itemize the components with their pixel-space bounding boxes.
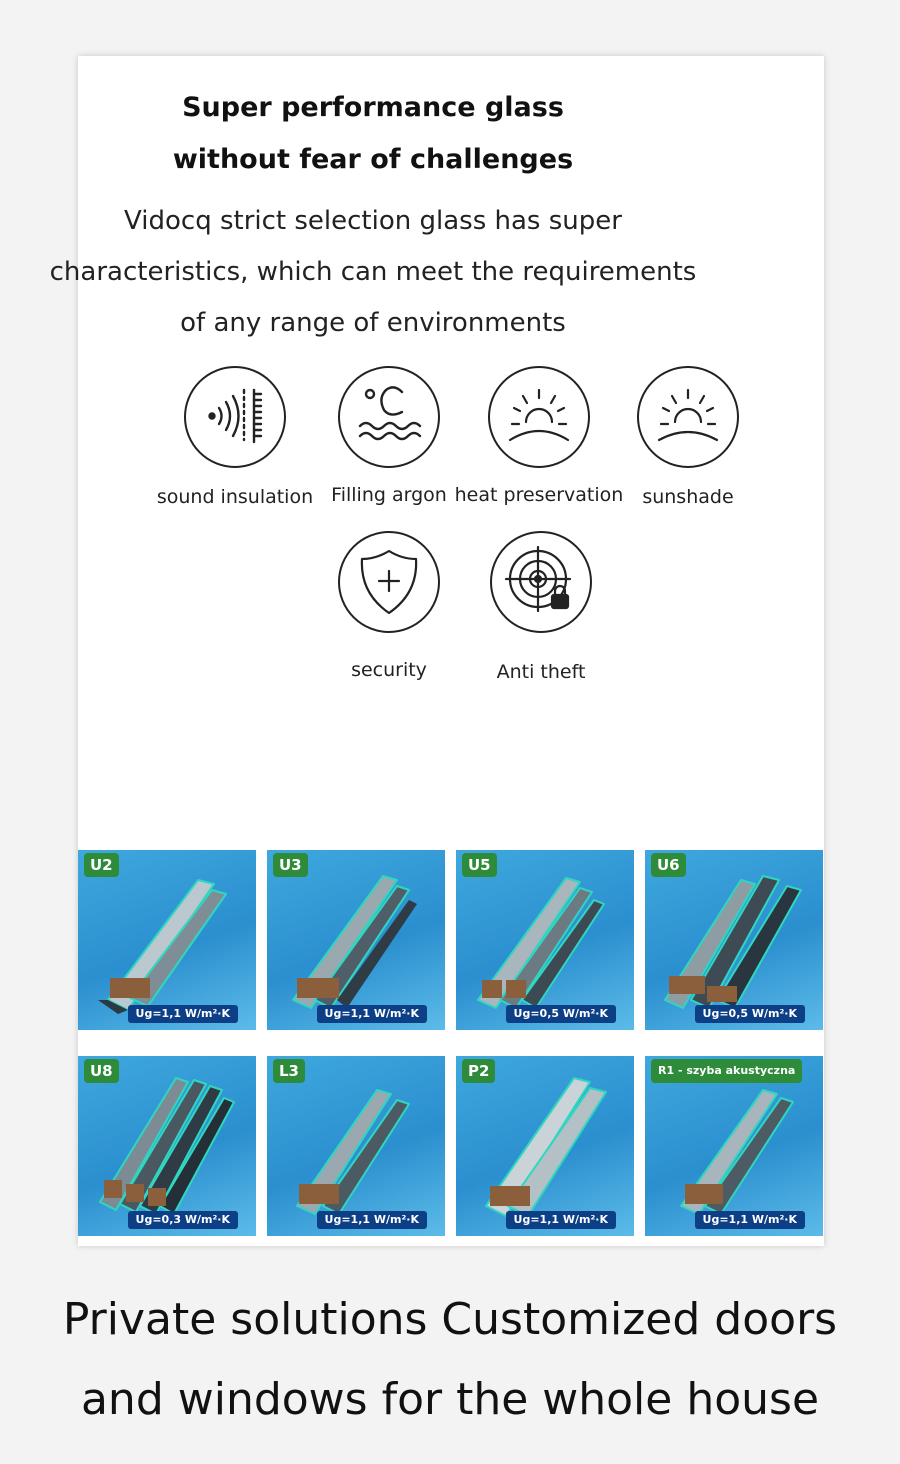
ug-value-label: Ug=1,1 W/m²·K xyxy=(695,1211,805,1229)
glass-tile-u2 xyxy=(78,850,256,1030)
radar-lock-icon xyxy=(490,531,592,633)
feature-heat-preservation xyxy=(454,366,624,506)
glass-tile-u3 xyxy=(267,850,445,1030)
description-line-3: of any range of environments xyxy=(180,308,566,338)
glass-type-badge: U6 xyxy=(651,853,686,877)
sound-wave-wall-icon xyxy=(184,366,286,468)
description-line-1: Vidocq strict selection glass has super xyxy=(124,206,622,236)
sunrise-icon xyxy=(488,366,590,468)
ug-value-label: Ug=1,1 W/m²·K xyxy=(317,1005,427,1023)
footer-line-2: and windows for the whole house xyxy=(80,1374,820,1425)
ug-value-label: Ug=0,5 W/m²·K xyxy=(695,1005,805,1023)
shield-plus-icon xyxy=(338,531,440,633)
glass-tile-u8 xyxy=(78,1056,256,1236)
feature-security xyxy=(304,531,474,681)
feature-label: sunshade xyxy=(642,486,734,508)
ug-value-label: Ug=0,5 W/m²·K xyxy=(506,1005,616,1023)
feature-anti-theft xyxy=(456,531,626,683)
glass-tile-u5 xyxy=(456,850,634,1030)
glass-tile-r1 xyxy=(645,1056,823,1236)
sun-horizon-icon xyxy=(637,366,739,468)
feature-sunshade xyxy=(603,366,773,508)
feature-label: sound insulation xyxy=(156,486,314,508)
glass-type-badge: L3 xyxy=(273,1059,305,1083)
feature-sound-insulation xyxy=(150,366,320,508)
glass-tile-l3 xyxy=(267,1056,445,1236)
heading-line-1: Super performance glass xyxy=(182,92,564,123)
ug-value-label: Ug=1,1 W/m²·K xyxy=(506,1211,616,1229)
glass-type-badge: R1 - szyba akustyczna xyxy=(651,1059,802,1083)
feature-label: heat preservation xyxy=(454,484,624,506)
feature-filling-argon xyxy=(304,366,474,506)
footer-line-1: Private solutions Customized doors xyxy=(62,1294,838,1345)
glass-tile-u6 xyxy=(645,850,823,1030)
feature-label: Filling argon xyxy=(331,484,447,506)
glass-type-badge: P2 xyxy=(462,1059,495,1083)
heading-line-2: without fear of challenges xyxy=(172,144,574,175)
glass-type-badge: U2 xyxy=(84,853,119,877)
description-line-2: characteristics, which can meet the requirements xyxy=(49,257,697,287)
glass-type-badge: U8 xyxy=(84,1059,119,1083)
temperature-wave-icon xyxy=(338,366,440,468)
ug-value-label: Ug=0,3 W/m²·K xyxy=(128,1211,238,1229)
feature-label: Anti theft xyxy=(496,661,586,683)
glass-type-badge: U5 xyxy=(462,853,497,877)
feature-label: security xyxy=(351,659,427,681)
ug-value-label: Ug=1,1 W/m²·K xyxy=(317,1211,427,1229)
ug-value-label: Ug=1,1 W/m²·K xyxy=(128,1005,238,1023)
glass-tile-p2 xyxy=(456,1056,634,1236)
glass-type-badge: U3 xyxy=(273,853,308,877)
